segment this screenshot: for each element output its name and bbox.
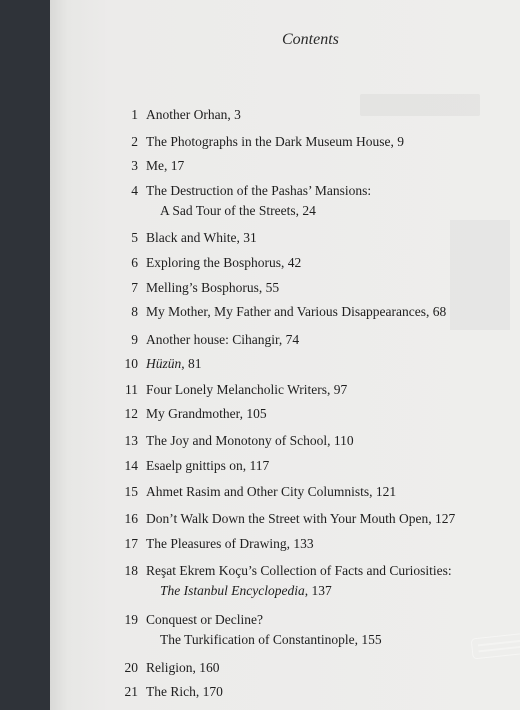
chapter-subtitle: A Sad Tour of the Streets, 24 (160, 203, 316, 218)
show-through-shadow (450, 220, 510, 330)
chapter-number: 18 (124, 563, 138, 578)
chapter-title: The Joy and Monotony of School, 110 (146, 433, 354, 448)
chapter-number: 12 (124, 406, 138, 421)
chapter-title-italic: Hüzün (146, 356, 182, 371)
chapter-title: Me, 17 (146, 158, 185, 173)
chapter-page: , 137 (304, 583, 332, 598)
watermark-stamp (469, 628, 520, 662)
chapter-subtitle: The Turkification of Constantinople, 155 (160, 632, 382, 647)
chapter-number: 13 (124, 433, 138, 448)
chapter-number: 16 (124, 511, 138, 526)
watermark-graphic (469, 628, 520, 662)
chapter-subtitle (160, 583, 332, 599)
book-page (50, 0, 520, 710)
chapter-title: Reşat Ekrem Koçu’s Collection of Facts and Curiosities: (146, 563, 452, 578)
chapter-number: 3 (131, 158, 138, 173)
chapter-title: Another house: Cihangir, 74 (146, 332, 300, 347)
chapter-title: Religion, 160 (146, 660, 220, 675)
chapter-number: 9 (131, 332, 138, 347)
chapter-title: Ahmet Rasim and Other City Columnists, 121 (146, 484, 397, 499)
chapter-number: 5 (131, 230, 138, 245)
chapter-number: 11 (125, 382, 138, 397)
chapter-title: Exploring the Bosphorus, 42 (146, 255, 302, 270)
chapter-title: The Photographs in the Dark Museum House, 9 (146, 134, 404, 149)
chapter-page: , 81 (181, 356, 202, 371)
chapter-number: 20 (124, 660, 138, 675)
chapter-number: 2 (131, 134, 138, 149)
chapter-number: 15 (124, 484, 138, 499)
chapter-number: 21 (124, 684, 138, 699)
chapter-number: 1 (131, 107, 138, 122)
chapter-title: My Grandmother, 105 (146, 406, 267, 421)
chapter-number: 19 (124, 612, 138, 627)
chapter-title (146, 356, 202, 372)
chapter-title: Melling’s Bosphorus, 55 (146, 280, 280, 295)
chapter-title: My Mother, My Father and Various Disappearances, 68 (146, 304, 447, 319)
chapter-title: Another Orhan, 3 (146, 107, 241, 122)
chapter-title: The Pleasures of Drawing, 133 (146, 536, 314, 551)
chapter-title: Four Lonely Melancholic Writers, 97 (146, 382, 348, 397)
chapter-title: Esaelp gnittips on, 117 (146, 458, 270, 473)
chapter-title: Don’t Walk Down the Street with Your Mouth Open, 127 (146, 511, 456, 526)
chapter-number: 6 (131, 255, 138, 270)
chapter-title: The Destruction of the Pashas’ Mansions: (146, 183, 372, 198)
chapter-title: Black and White, 31 (146, 230, 257, 245)
chapter-title: The Rich, 170 (146, 684, 223, 699)
chapter-number: 8 (131, 304, 138, 319)
chapter-number: 10 (124, 356, 138, 371)
page-title: Contents (282, 31, 339, 48)
chapter-number: 4 (131, 183, 138, 198)
chapter-subtitle-italic: The Istanbul Encyclopedia (160, 583, 305, 598)
chapter-number: 17 (124, 536, 138, 551)
chapter-number: 7 (131, 280, 138, 295)
chapter-title: Conquest or Decline? (146, 612, 263, 627)
show-through-shadow (360, 94, 480, 116)
chapter-number: 14 (124, 458, 138, 473)
